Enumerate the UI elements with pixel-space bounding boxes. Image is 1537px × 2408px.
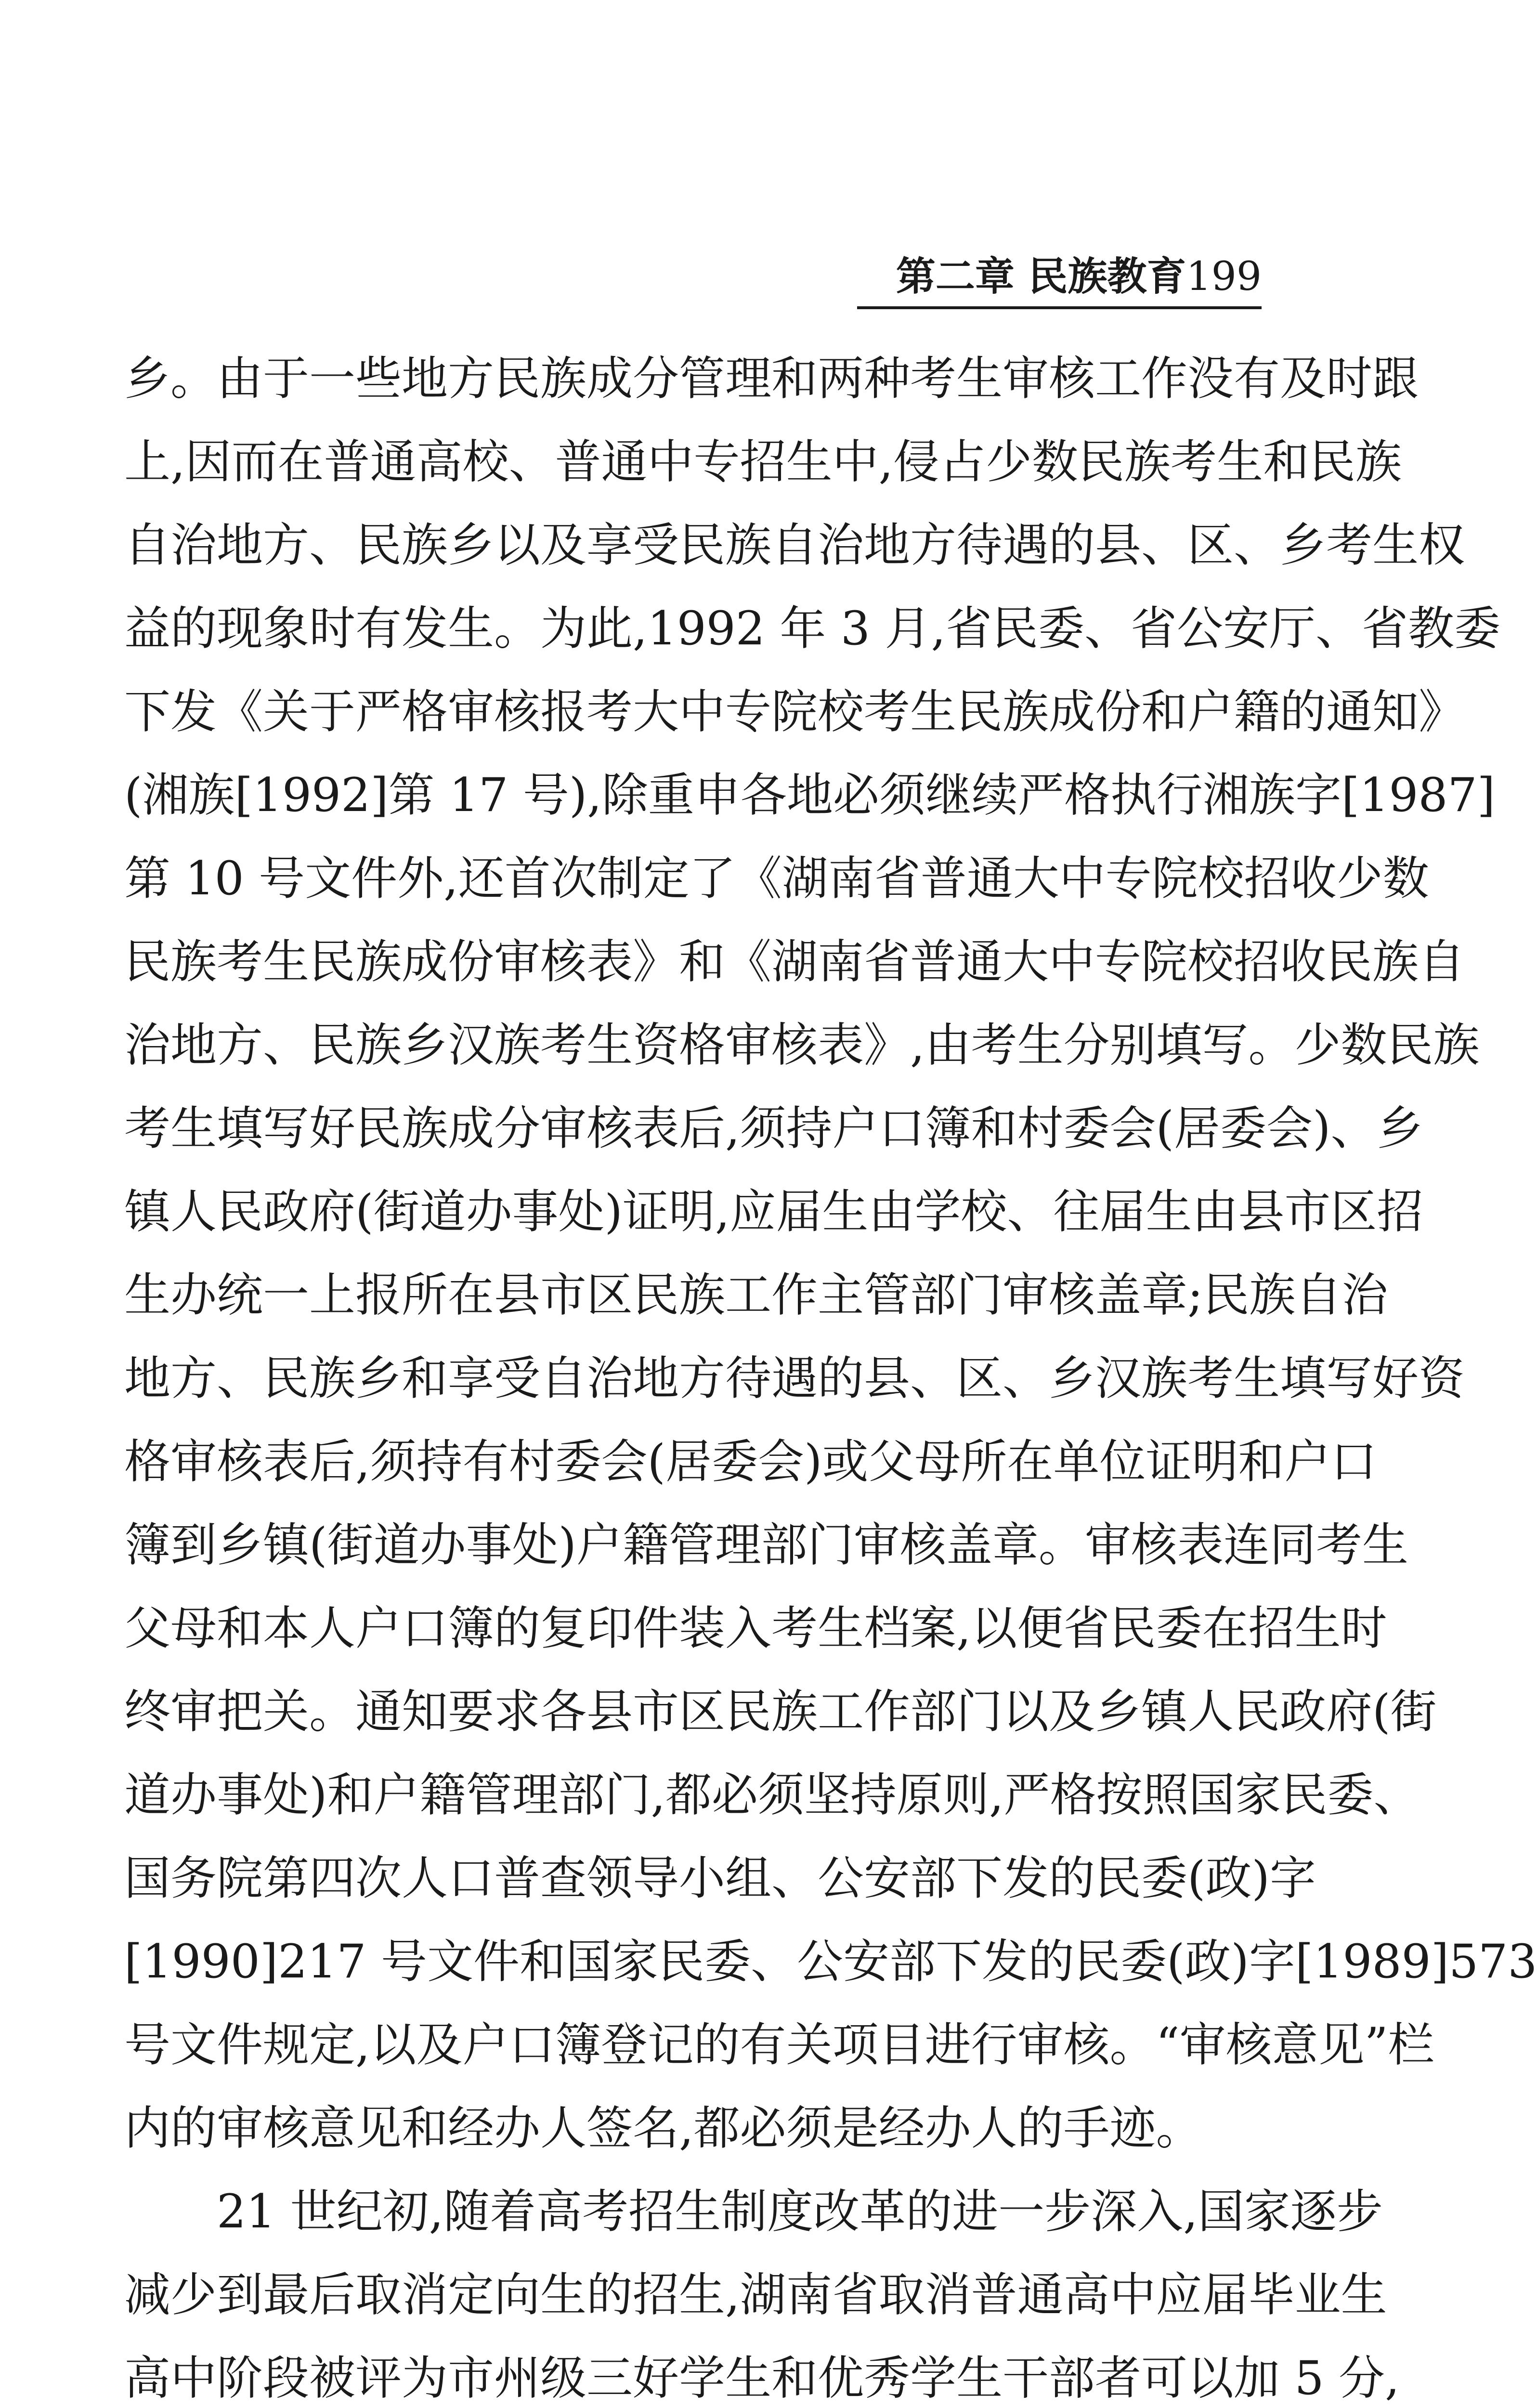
running-header: [857, 250, 1262, 303]
text-line: 镇人民政府(街道办事处)证明,应届生由学校、往届生由县市区招: [124, 1185, 1423, 1239]
text-line: 父母和本人户口簿的复印件装入考生档案,以便省民委在招生时: [124, 1601, 1387, 1655]
text-line: 号文件规定,以及户口簿登记的有关项目进行审核。“审核意见”栏: [124, 2018, 1434, 2072]
text-line: (湘族[1992]第 17 号),除重申各地必须继续严格执行湘族字[1987]: [124, 768, 1496, 822]
text-line: 治地方、民族乡汉族考生资格审核表》,由考生分别填写。少数民族: [124, 1018, 1480, 1072]
text-line: 自治地方、民族乡以及享受民族自治地方待遇的县、区、乡考生权: [124, 518, 1465, 572]
text-line: 乡。由于一些地方民族成分管理和两种考生审核工作没有及时跟: [124, 352, 1419, 406]
text-line: 簿到乡镇(街道办事处)户籍管理部门审核盖章。审核表连同考生: [124, 1518, 1408, 1572]
text-line: [1990]217 号文件和国家民委、公安部下发的民委(政)字[1989]573: [124, 1935, 1537, 1989]
text-line: 地方、民族乡和享受自治地方待遇的县、区、乡汉族考生填写好资: [124, 1351, 1465, 1405]
text-line: 国务院第四次人口普查领导小组、公安部下发的民委(政)字: [124, 1851, 1316, 1905]
text-line: 格审核表后,须持有村委会(居委会)或父母所在单位证明和户口: [124, 1435, 1377, 1489]
text-line: 民族考生民族成份审核表》和《湖南省普通大中专院校招收民族自: [124, 935, 1465, 989]
text-line: 生办统一上报所在县市区民族工作主管部门审核盖章;民族自治: [124, 1268, 1388, 1322]
text-line: 下发《关于严格审核报考大中专院校考生民族成份和户籍的通知》: [124, 685, 1465, 739]
text-line: 道办事处)和户籍管理部门,都必须坚持原则,严格按照国家民委、: [124, 1768, 1420, 1822]
text-line: 高中阶段被评为市州级三好学生和优秀学生干部者可以加 5 分,: [124, 2351, 1400, 2405]
text-line: 考生填写好民族成分审核表后,须持户口簿和村委会(居委会)、乡: [124, 1101, 1423, 1155]
text-line: 益的现象时有发生。为此,1992 年 3 月,省民委、省公安厅、省教委: [124, 602, 1500, 655]
body-text: [124, 337, 1537, 2408]
header-rule: [857, 306, 1262, 309]
page-number: 199: [1186, 254, 1262, 300]
text-line: 第 10 号文件外,还首次制定了《湖南省普通大中专院校招收少数: [124, 851, 1429, 905]
chapter-title: 第二章 民族教育: [896, 254, 1186, 300]
text-line: 减少到最后取消定向生的招生,湖南省取消普通高中应届毕业生: [124, 2268, 1387, 2322]
paragraph-first-line: 21 世纪初,随着高考招生制度改革的进一步深入,国家逐步: [217, 2185, 1383, 2238]
text-line: 终审把关。通知要求各县市区民族工作部门以及乡镇人民政府(街: [124, 1685, 1437, 1739]
text-line: 内的审核意见和经办人签名,都必须是经办人的手迹。: [124, 2101, 1202, 2155]
text-line: 上,因而在普通高校、普通中专招生中,侵占少数民族考生和民族: [124, 435, 1402, 489]
